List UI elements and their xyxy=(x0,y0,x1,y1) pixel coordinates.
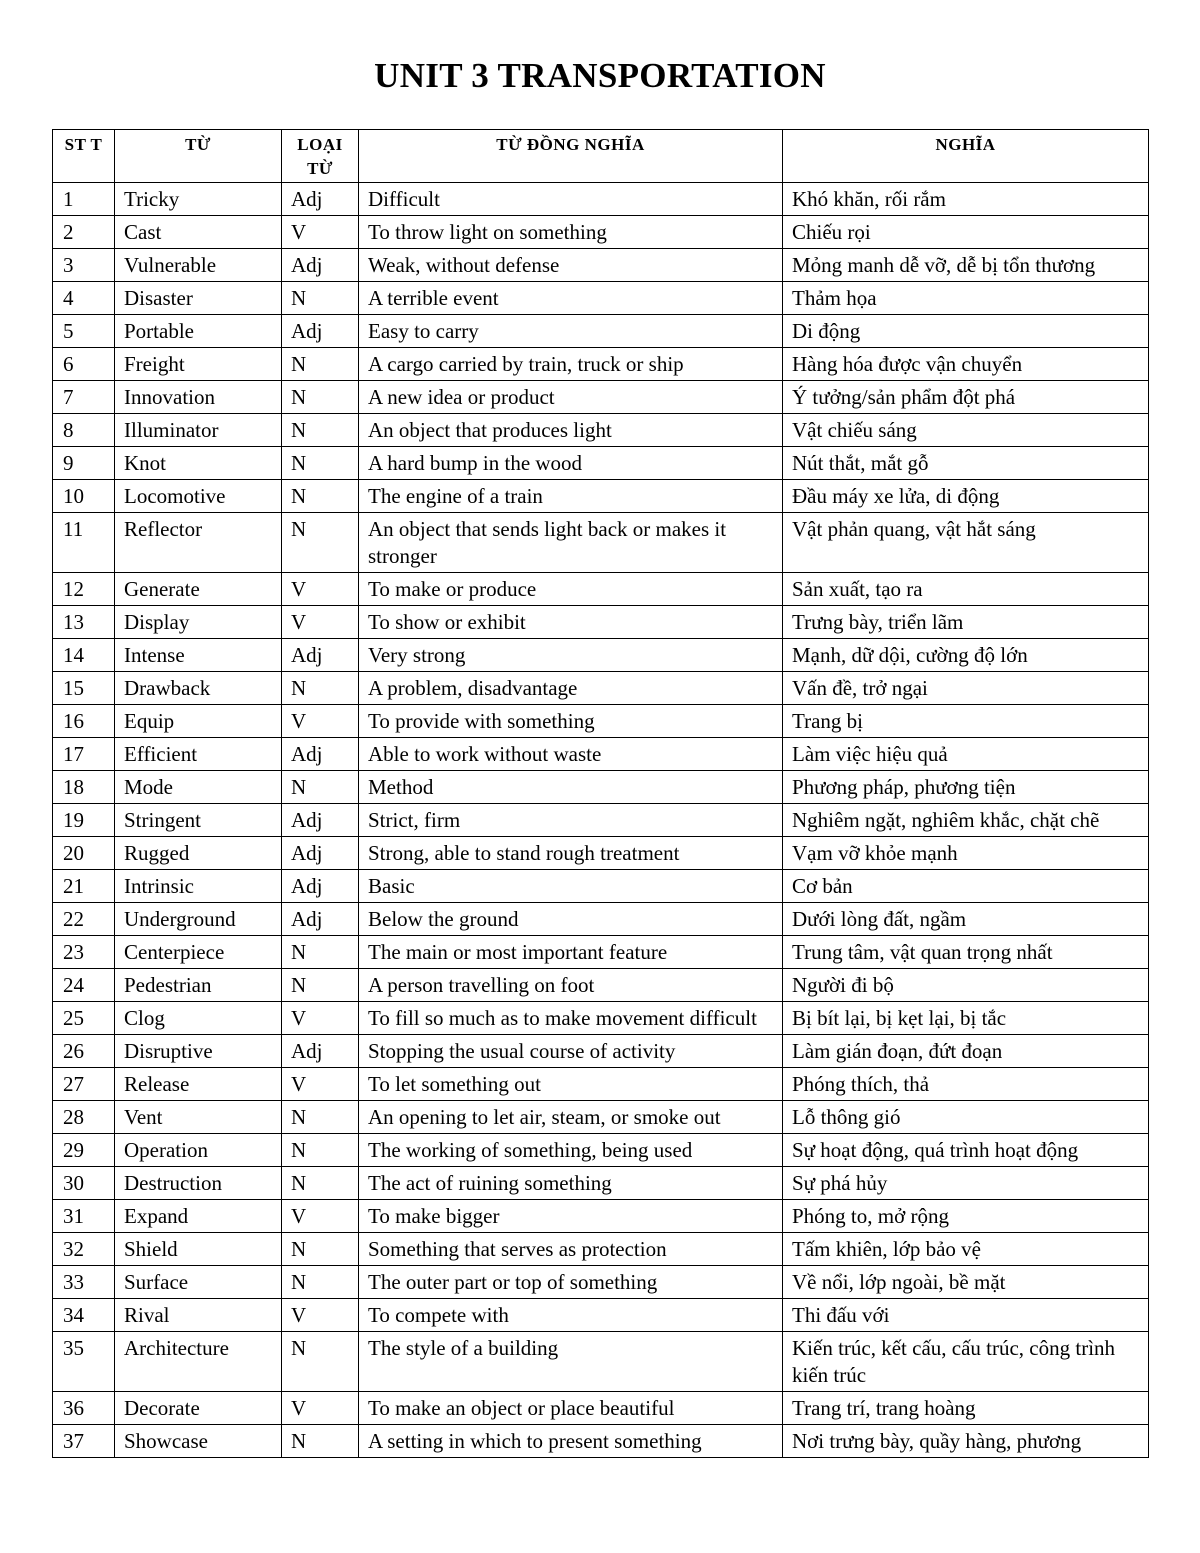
cell-stt: 13 xyxy=(53,606,115,639)
table-row xyxy=(53,1035,1149,1068)
cell-meaning: Người đi bộ xyxy=(783,969,1149,1002)
cell-word: Generate xyxy=(115,573,282,606)
cell-word: Intense xyxy=(115,639,282,672)
cell-meaning: Hàng hóa được vận chuyển xyxy=(783,348,1149,381)
cell-word: Illuminator xyxy=(115,414,282,447)
cell-word: Locomotive xyxy=(115,480,282,513)
cell-synonym: Basic xyxy=(359,870,783,903)
cell-stt: 30 xyxy=(53,1167,115,1200)
cell-word-type: V xyxy=(282,1200,359,1233)
cell-word: Rugged xyxy=(115,837,282,870)
table-row xyxy=(53,804,1149,837)
cell-synonym: The style of a building xyxy=(359,1332,783,1392)
cell-word: Portable xyxy=(115,315,282,348)
cell-word-type: Adj xyxy=(282,183,359,216)
table-row xyxy=(53,1392,1149,1425)
table-row xyxy=(53,183,1149,216)
table-row xyxy=(53,282,1149,315)
cell-stt: 36 xyxy=(53,1392,115,1425)
cell-word: Knot xyxy=(115,447,282,480)
cell-stt: 25 xyxy=(53,1002,115,1035)
cell-word: Release xyxy=(115,1068,282,1101)
cell-word-type: Adj xyxy=(282,639,359,672)
cell-word: Centerpiece xyxy=(115,936,282,969)
cell-stt: 33 xyxy=(53,1266,115,1299)
cell-synonym: A new idea or product xyxy=(359,381,783,414)
cell-meaning: Sự hoạt động, quá trình hoạt động xyxy=(783,1134,1149,1167)
cell-word-type: V xyxy=(282,573,359,606)
table-row xyxy=(53,738,1149,771)
cell-meaning: Khó khăn, rối rắm xyxy=(783,183,1149,216)
cell-synonym: To make or produce xyxy=(359,573,783,606)
cell-meaning: Làm gián đoạn, đứt đoạn xyxy=(783,1035,1149,1068)
cell-word: Surface xyxy=(115,1266,282,1299)
cell-word-type: N xyxy=(282,1101,359,1134)
table-row xyxy=(53,249,1149,282)
cell-meaning: Về nổi, lớp ngoài, bề mặt xyxy=(783,1266,1149,1299)
table-header-row xyxy=(53,130,1149,183)
table-row xyxy=(53,1101,1149,1134)
table-row xyxy=(53,1002,1149,1035)
cell-word: Pedestrian xyxy=(115,969,282,1002)
cell-word: Reflector xyxy=(115,513,282,573)
table-row xyxy=(53,216,1149,249)
cell-word: Freight xyxy=(115,348,282,381)
cell-word-type: Adj xyxy=(282,249,359,282)
cell-synonym: An opening to let air, steam, or smoke out xyxy=(359,1101,783,1134)
table-row xyxy=(53,1167,1149,1200)
cell-meaning: Phương pháp, phương tiện xyxy=(783,771,1149,804)
cell-stt: 26 xyxy=(53,1035,115,1068)
cell-meaning: Nghiêm ngặt, nghiêm khắc, chặt chẽ xyxy=(783,804,1149,837)
table-row xyxy=(53,771,1149,804)
cell-word: Equip xyxy=(115,705,282,738)
header-meaning: NGHĨA xyxy=(783,130,1149,183)
cell-word-type: N xyxy=(282,348,359,381)
cell-word-type: N xyxy=(282,1332,359,1392)
cell-synonym: Very strong xyxy=(359,639,783,672)
cell-word: Intrinsic xyxy=(115,870,282,903)
cell-stt: 23 xyxy=(53,936,115,969)
cell-meaning: Nút thắt, mắt gỗ xyxy=(783,447,1149,480)
cell-synonym: An object that sends light back or makes it stronger xyxy=(359,513,783,573)
cell-synonym: Easy to carry xyxy=(359,315,783,348)
cell-stt: 37 xyxy=(53,1425,115,1458)
table-row xyxy=(53,513,1149,573)
table-row xyxy=(53,1425,1149,1458)
cell-synonym: Strong, able to stand rough treatment xyxy=(359,837,783,870)
cell-stt: 32 xyxy=(53,1233,115,1266)
cell-synonym: Difficult xyxy=(359,183,783,216)
cell-stt: 12 xyxy=(53,573,115,606)
cell-meaning: Vấn đề, trở ngại xyxy=(783,672,1149,705)
cell-meaning: Trang trí, trang hoàng xyxy=(783,1392,1149,1425)
cell-word-type: Adj xyxy=(282,315,359,348)
cell-word: Efficient xyxy=(115,738,282,771)
cell-word: Shield xyxy=(115,1233,282,1266)
cell-word: Operation xyxy=(115,1134,282,1167)
table-row xyxy=(53,672,1149,705)
cell-synonym: A setting in which to present something xyxy=(359,1425,783,1458)
cell-synonym: Something that serves as protection xyxy=(359,1233,783,1266)
header-word: TỪ xyxy=(115,130,282,183)
cell-word: Vulnerable xyxy=(115,249,282,282)
cell-meaning: Di động xyxy=(783,315,1149,348)
cell-word: Rival xyxy=(115,1299,282,1332)
cell-synonym: To show or exhibit xyxy=(359,606,783,639)
cell-synonym: The working of something, being used xyxy=(359,1134,783,1167)
cell-word-type: V xyxy=(282,1068,359,1101)
header-word-type: LOẠI TỪ xyxy=(282,130,359,183)
cell-synonym: The act of ruining something xyxy=(359,1167,783,1200)
table-row xyxy=(53,348,1149,381)
cell-word-type: N xyxy=(282,480,359,513)
cell-synonym: A terrible event xyxy=(359,282,783,315)
cell-word-type: N xyxy=(282,1266,359,1299)
table-row xyxy=(53,936,1149,969)
cell-word: Underground xyxy=(115,903,282,936)
cell-word-type: N xyxy=(282,771,359,804)
cell-meaning: Cơ bản xyxy=(783,870,1149,903)
cell-meaning: Chiếu rọi xyxy=(783,216,1149,249)
cell-synonym: To make bigger xyxy=(359,1200,783,1233)
table-row xyxy=(53,1233,1149,1266)
cell-synonym: To let something out xyxy=(359,1068,783,1101)
cell-word-type: N xyxy=(282,1425,359,1458)
cell-word-type: N xyxy=(282,969,359,1002)
cell-stt: 2 xyxy=(53,216,115,249)
cell-word-type: V xyxy=(282,606,359,639)
cell-stt: 8 xyxy=(53,414,115,447)
cell-meaning: Làm việc hiệu quả xyxy=(783,738,1149,771)
cell-synonym: To make an object or place beautiful xyxy=(359,1392,783,1425)
cell-meaning: Vật chiếu sáng xyxy=(783,414,1149,447)
cell-stt: 10 xyxy=(53,480,115,513)
cell-meaning: Đầu máy xe lửa, di động xyxy=(783,480,1149,513)
cell-word-type: N xyxy=(282,447,359,480)
cell-synonym: To provide with something xyxy=(359,705,783,738)
table-row xyxy=(53,1266,1149,1299)
cell-word: Architecture xyxy=(115,1332,282,1392)
table-row xyxy=(53,639,1149,672)
cell-stt: 4 xyxy=(53,282,115,315)
cell-synonym: Below the ground xyxy=(359,903,783,936)
cell-synonym: Stopping the usual course of activity xyxy=(359,1035,783,1068)
cell-stt: 34 xyxy=(53,1299,115,1332)
cell-meaning: Lỗ thông gió xyxy=(783,1101,1149,1134)
cell-meaning: Sản xuất, tạo ra xyxy=(783,573,1149,606)
cell-synonym: Method xyxy=(359,771,783,804)
page-title: UNIT 3 TRANSPORTATION xyxy=(374,56,826,95)
cell-synonym: An object that produces light xyxy=(359,414,783,447)
cell-word-type: V xyxy=(282,1002,359,1035)
table-row xyxy=(53,480,1149,513)
cell-word-type: V xyxy=(282,705,359,738)
cell-meaning: Phóng to, mở rộng xyxy=(783,1200,1149,1233)
cell-stt: 28 xyxy=(53,1101,115,1134)
cell-meaning: Bị bít lại, bị kẹt lại, bị tắc xyxy=(783,1002,1149,1035)
header-synonym: TỪ ĐỒNG NGHĨA xyxy=(359,130,783,183)
cell-word-type: Adj xyxy=(282,804,359,837)
cell-word-type: N xyxy=(282,1134,359,1167)
cell-stt: 29 xyxy=(53,1134,115,1167)
cell-word-type: N xyxy=(282,1233,359,1266)
cell-stt: 1 xyxy=(53,183,115,216)
table-body xyxy=(53,183,1149,1458)
cell-synonym: A hard bump in the wood xyxy=(359,447,783,480)
cell-word: Display xyxy=(115,606,282,639)
header-stt: ST T xyxy=(53,130,115,183)
cell-meaning: Trung tâm, vật quan trọng nhất xyxy=(783,936,1149,969)
cell-word: Vent xyxy=(115,1101,282,1134)
cell-synonym: To fill so much as to make movement difficult xyxy=(359,1002,783,1035)
cell-meaning: Sự phá hủy xyxy=(783,1167,1149,1200)
cell-stt: 3 xyxy=(53,249,115,282)
cell-stt: 9 xyxy=(53,447,115,480)
table-row xyxy=(53,870,1149,903)
cell-meaning: Mỏng manh dễ vỡ, dễ bị tổn thương xyxy=(783,249,1149,282)
table-row xyxy=(53,1299,1149,1332)
cell-stt: 22 xyxy=(53,903,115,936)
cell-word-type: N xyxy=(282,381,359,414)
cell-stt: 11 xyxy=(53,513,115,573)
cell-meaning: Trang bị xyxy=(783,705,1149,738)
cell-stt: 14 xyxy=(53,639,115,672)
cell-stt: 6 xyxy=(53,348,115,381)
cell-synonym: To compete with xyxy=(359,1299,783,1332)
cell-synonym: The main or most important feature xyxy=(359,936,783,969)
cell-word-type: V xyxy=(282,1299,359,1332)
cell-word: Clog xyxy=(115,1002,282,1035)
cell-word: Cast xyxy=(115,216,282,249)
cell-synonym: Able to work without waste xyxy=(359,738,783,771)
cell-synonym: Weak, without defense xyxy=(359,249,783,282)
cell-word: Disaster xyxy=(115,282,282,315)
cell-synonym: Strict, firm xyxy=(359,804,783,837)
cell-word: Drawback xyxy=(115,672,282,705)
table-row xyxy=(53,315,1149,348)
table-row xyxy=(53,1068,1149,1101)
cell-word-type: Adj xyxy=(282,738,359,771)
cell-meaning: Vật phản quang, vật hắt sáng xyxy=(783,513,1149,573)
cell-meaning: Thi đấu với xyxy=(783,1299,1149,1332)
cell-stt: 24 xyxy=(53,969,115,1002)
cell-stt: 19 xyxy=(53,804,115,837)
cell-word-type: N xyxy=(282,936,359,969)
cell-stt: 18 xyxy=(53,771,115,804)
table-row xyxy=(53,606,1149,639)
cell-stt: 20 xyxy=(53,837,115,870)
cell-meaning: Mạnh, dữ dội, cường độ lớn xyxy=(783,639,1149,672)
cell-meaning: Thảm họa xyxy=(783,282,1149,315)
cell-stt: 7 xyxy=(53,381,115,414)
cell-synonym: A cargo carried by train, truck or ship xyxy=(359,348,783,381)
cell-synonym: The engine of a train xyxy=(359,480,783,513)
cell-word: Tricky xyxy=(115,183,282,216)
vocabulary-table xyxy=(52,129,1149,1458)
cell-word-type: Adj xyxy=(282,870,359,903)
cell-stt: 5 xyxy=(53,315,115,348)
table-row xyxy=(53,969,1149,1002)
cell-word-type: Adj xyxy=(282,1035,359,1068)
cell-meaning: Vạm vỡ khỏe mạnh xyxy=(783,837,1149,870)
table-row xyxy=(53,381,1149,414)
cell-word: Stringent xyxy=(115,804,282,837)
cell-word: Decorate xyxy=(115,1392,282,1425)
table-row xyxy=(53,837,1149,870)
cell-word: Destruction xyxy=(115,1167,282,1200)
cell-word: Innovation xyxy=(115,381,282,414)
table-row xyxy=(53,414,1149,447)
table-row xyxy=(53,705,1149,738)
table-row xyxy=(53,447,1149,480)
cell-meaning: Ý tưởng/sản phẩm đột phá xyxy=(783,381,1149,414)
cell-synonym: A person travelling on foot xyxy=(359,969,783,1002)
cell-meaning: Trưng bày, triển lãm xyxy=(783,606,1149,639)
cell-word: Showcase xyxy=(115,1425,282,1458)
cell-word: Disruptive xyxy=(115,1035,282,1068)
cell-meaning: Tấm khiên, lớp bảo vệ xyxy=(783,1233,1149,1266)
cell-word-type: Adj xyxy=(282,837,359,870)
cell-word-type: N xyxy=(282,282,359,315)
cell-synonym: The outer part or top of something xyxy=(359,1266,783,1299)
table-row xyxy=(53,903,1149,936)
cell-stt: 27 xyxy=(53,1068,115,1101)
cell-stt: 16 xyxy=(53,705,115,738)
cell-stt: 21 xyxy=(53,870,115,903)
cell-synonym: To throw light on something xyxy=(359,216,783,249)
table-row xyxy=(53,1134,1149,1167)
cell-word: Mode xyxy=(115,771,282,804)
cell-word-type: V xyxy=(282,216,359,249)
cell-stt: 35 xyxy=(53,1332,115,1392)
cell-word: Expand xyxy=(115,1200,282,1233)
cell-word-type: N xyxy=(282,1167,359,1200)
cell-meaning: Kiến trúc, kết cấu, cấu trúc, công trình kiến trúc xyxy=(783,1332,1149,1392)
cell-meaning: Dưới lòng đất, ngầm xyxy=(783,903,1149,936)
cell-word-type: V xyxy=(282,1392,359,1425)
cell-word-type: Adj xyxy=(282,903,359,936)
cell-meaning: Nơi trưng bày, quầy hàng, phương xyxy=(783,1425,1149,1458)
cell-stt: 15 xyxy=(53,672,115,705)
cell-stt: 31 xyxy=(53,1200,115,1233)
cell-word-type: N xyxy=(282,414,359,447)
cell-word-type: N xyxy=(282,513,359,573)
cell-synonym: A problem, disadvantage xyxy=(359,672,783,705)
cell-stt: 17 xyxy=(53,738,115,771)
table-row xyxy=(53,1200,1149,1233)
table-row xyxy=(53,573,1149,606)
cell-meaning: Phóng thích, thả xyxy=(783,1068,1149,1101)
table-row xyxy=(53,1332,1149,1392)
cell-word-type: N xyxy=(282,672,359,705)
